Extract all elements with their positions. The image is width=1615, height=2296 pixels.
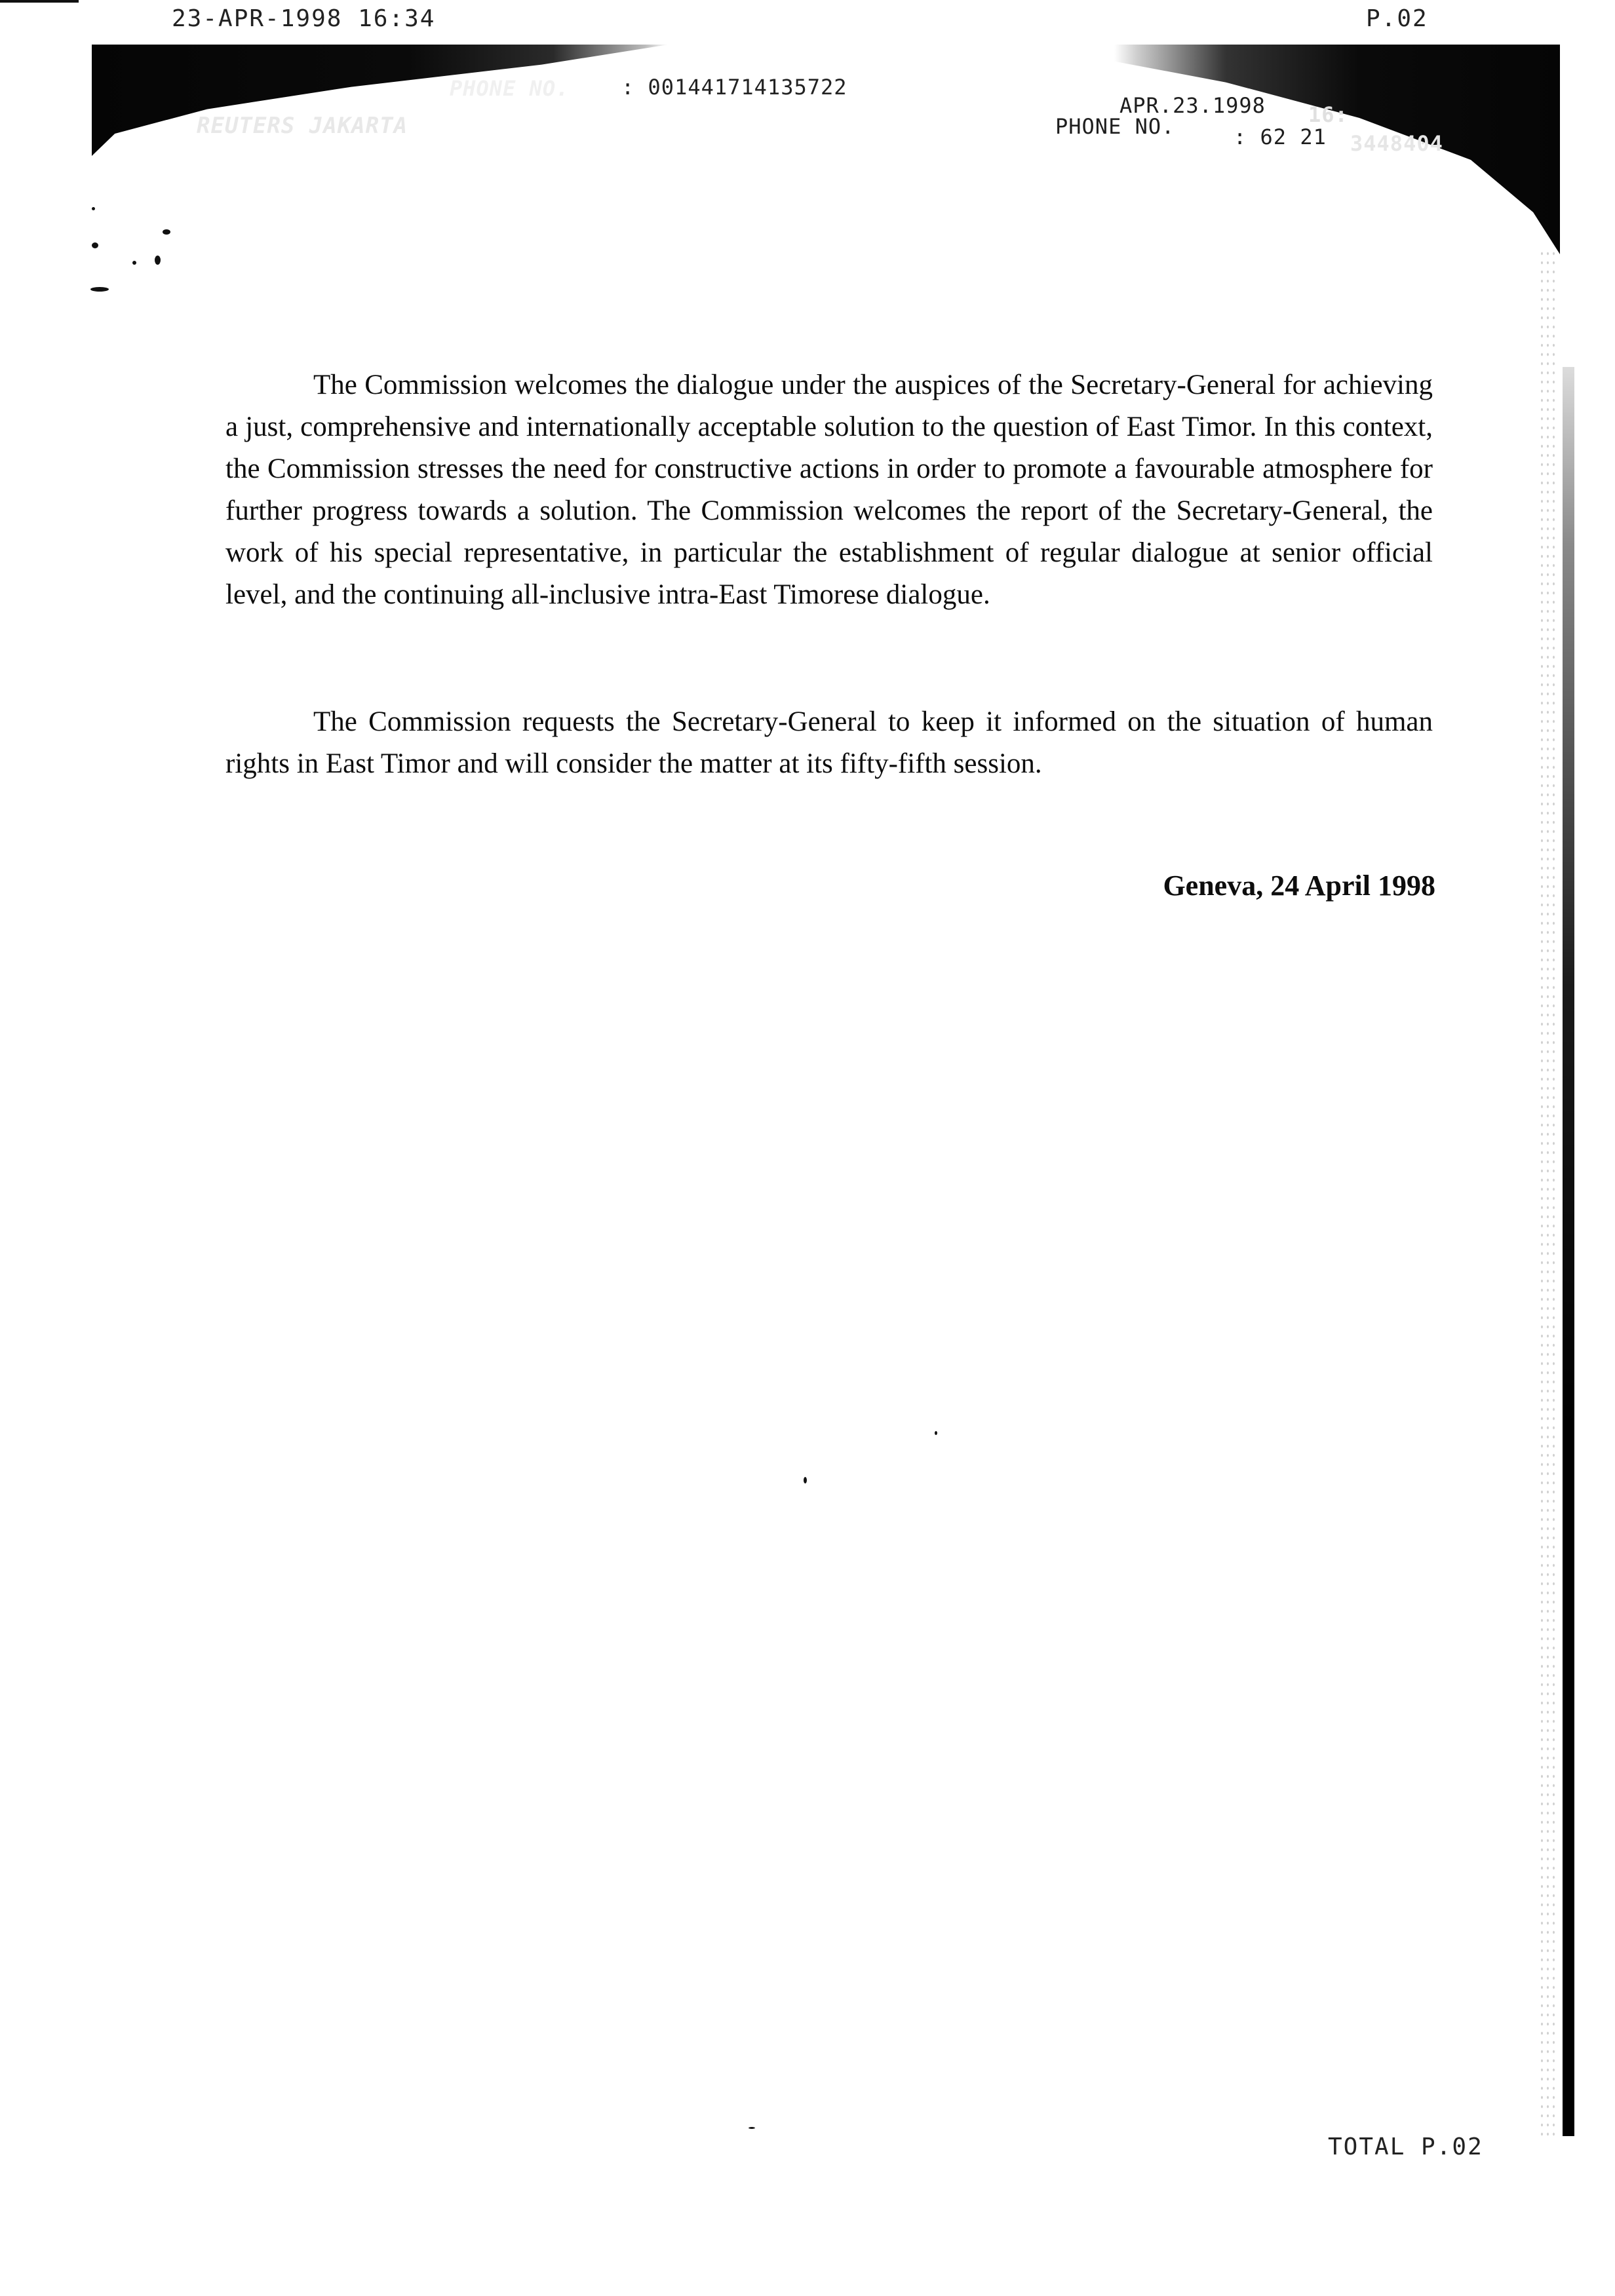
receiver-date: APR.23.1998	[1119, 93, 1266, 118]
scan-speck	[155, 256, 161, 265]
paragraph-2-text: The Commission requests the Secretary-General to keep it informed on the situation of human rights in East Timor and will consider the matter at its fifty-fifth session.	[225, 706, 1433, 779]
fax-total-pages: TOTAL P.02	[1328, 2133, 1483, 2160]
scan-speck	[92, 242, 98, 248]
scan-speck	[132, 261, 136, 265]
closing-place-date: Geneva, 24 April 1998	[1163, 870, 1435, 902]
scan-speck	[935, 1431, 937, 1435]
paragraph-commission-welcomes	[225, 364, 1433, 616]
scan-edge-bar	[1563, 367, 1574, 2136]
sender-phone-number: : 001441714135722	[621, 75, 847, 100]
scan-band-left	[92, 45, 669, 156]
scan-edge-mark	[0, 0, 79, 3]
sender-phone-label: PHONE NO.	[450, 76, 570, 101]
paragraph-1-text: The Commission welcomes the dialogue under the auspices of the Secretary-General for achieving a just, comprehensive and internationally acceptable solution to the question of East Timor. In this context, the Commission stresses the need for constructive actions in order to promote a favourable atmosphere for further progress towards a solution. The Commission welcomes the report of the Secretary-General, the work of his special representative, in particular the establishment of regular dialogue at senior official level, and the continuing all-inclusive intra-East Timorese dialogue.	[225, 370, 1433, 610]
scan-speck	[163, 229, 170, 235]
fax-page-number: P.02	[1366, 5, 1428, 32]
receiver-time: 16:	[1308, 102, 1348, 127]
scan-speck	[749, 2127, 755, 2129]
receiver-phone-label: PHONE NO.	[1055, 114, 1175, 139]
scan-band-right	[1114, 45, 1560, 254]
sender-name: REUTERS JAKARTA	[197, 113, 408, 139]
scan-speck	[92, 207, 95, 210]
scan-speck	[90, 287, 109, 292]
receiver-phone-tail: 3448404	[1350, 131, 1443, 156]
scan-edge-noise	[1539, 249, 1557, 2136]
scan-speck	[804, 1477, 807, 1483]
receiver-phone-number: : 62 21	[1234, 124, 1327, 149]
fax-date-time: 23-APR-1998 16:34	[172, 5, 436, 32]
paragraph-commission-requests	[225, 701, 1433, 785]
